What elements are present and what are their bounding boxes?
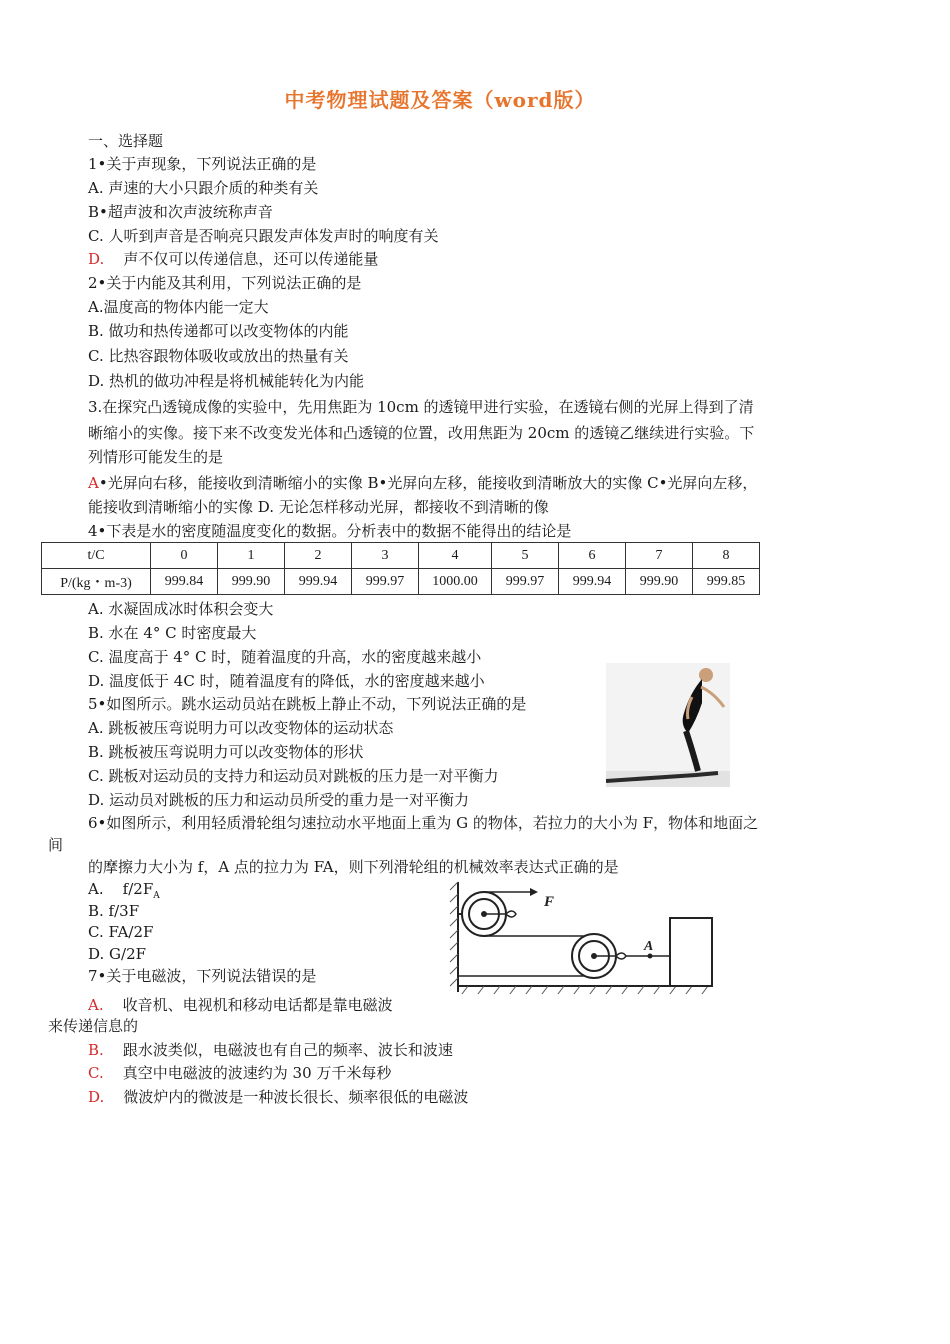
q7-d-text: 微波炉内的微波是一种波长很长、频率很低的电磁波 [104, 1088, 469, 1106]
q3-line-2: 晰缩小的实像。接下来不改变发光体和凸透镜的位置，改用焦距为 20cm 的透镜乙继续进行实验。下 [88, 424, 755, 442]
q7-option-c [88, 1063, 391, 1083]
table-cell: 999.90 [218, 569, 285, 595]
q4-option-d: D. 温度低于 4C 时，随着温度有的降低，水的密度越来越小 [88, 672, 485, 690]
q4-stem: 4•下表是水的密度随温度变化的数据。分析表中的数据不能得出的结论是 [88, 522, 572, 540]
q1-d-text: 声不仅可以传递信息，还可以传递能量 [104, 250, 379, 268]
page-title: 中考物理试题及答案（word版） [284, 88, 596, 112]
q5-option-c: C. 跳板对运动员的支持力和运动员对跳板的压力是一对平衡力 [88, 767, 499, 785]
table-cell: 999.97 [492, 569, 559, 595]
q7-b-mark: B. [88, 1041, 104, 1059]
q4-option-a: A. 水凝固成冰时体积会变大 [88, 600, 274, 618]
table-header-density: P/(kg・m-3) [42, 569, 151, 595]
q3-options-line-2: 能接收到清晰缩小的实像 D. 无论怎样移动光屏，都接收不到清晰的像 [88, 498, 549, 516]
table-cell: 999.97 [352, 569, 419, 595]
q7-b-text: 跟水波类似，电磁波也有自己的频率、波长和波速 [103, 1041, 453, 1059]
q2-option-d: D. 热机的做功冲程是将机械能转化为内能 [88, 372, 365, 390]
q3-answer-mark: A [88, 474, 99, 492]
q6-line-1: 6•如图所示，利用轻质滑轮组匀速拉动水平地面上重为 G 的物体，若拉力的大小为 F，物体和地面之 [88, 814, 759, 832]
q6-option-d: D. G/2F [88, 945, 147, 963]
q7-a-text: 收音机、电视机和移动电话都是靠电磁波 [103, 996, 393, 1014]
q1-option-d [88, 249, 378, 269]
pulley-diagram [448, 878, 718, 1000]
table-cell: 4 [419, 543, 492, 569]
q5-stem: 5•如图所示。跳水运动员站在跳板上静止不动，下列说法正确的是 [88, 695, 527, 713]
table-cell: 5 [492, 543, 559, 569]
q7-stem: 7•关于电磁波，下列说法错误的是 [88, 967, 317, 985]
force-f-label: F [544, 894, 555, 910]
table-cell: 1000.00 [419, 569, 492, 595]
table-cell: 2 [285, 543, 352, 569]
q7-option-a [88, 995, 393, 1015]
q2-stem: 2•关于内能及其利用，下列说法正确的是 [88, 274, 362, 292]
q3-options-line-1 [88, 473, 757, 493]
table-cell: 999.90 [626, 569, 693, 595]
table-cell: 999.84 [151, 569, 218, 595]
table-cell: 999.94 [285, 569, 352, 595]
q1-d-mark: D. [88, 250, 105, 268]
table-cell: 7 [626, 543, 693, 569]
q7-a-mark: A. [88, 996, 104, 1014]
q4-option-c: C. 温度高于 4° C 时，随着温度的升高，水的密度越来越小 [88, 648, 482, 666]
table-cell: 6 [559, 543, 626, 569]
q3-options-text-1: •光屏向右移，能接收到清晰缩小的实像 B•光屏向左移，能接收到清晰放大的实像 C•光屏向左移， [98, 474, 758, 492]
diver-figure [606, 663, 730, 787]
q6-line-1-wrap: 间 [48, 836, 64, 854]
q2-option-c: C. 比热容跟物体吸收或放出的热量有关 [88, 347, 349, 365]
q5-option-a: A. 跳板被压弯说明力可以改变物体的运动状态 [88, 719, 394, 737]
q6-a-subscript: A [153, 891, 160, 901]
q7-option-a-wrap: 来传递信息的 [48, 1017, 139, 1035]
table-cell: 1 [218, 543, 285, 569]
q7-option-d [88, 1087, 468, 1107]
q6-line-2: 的摩擦力大小为 f，A 点的拉力为 FA，则下列滑轮组的机械效率表达式正确的是 [88, 858, 619, 876]
q5-option-b: B. 跳板被压弯说明力可以改变物体的形状 [88, 743, 364, 761]
q7-c-mark: C. [88, 1064, 104, 1082]
table-cell: 3 [352, 543, 419, 569]
q6-option-b: B. f/3F [88, 902, 140, 920]
table-cell: 0 [151, 543, 218, 569]
q7-c-text: 真空中电磁波的波速约为 30 万千米每秒 [103, 1064, 392, 1082]
table-cell: 999.85 [693, 569, 760, 595]
q1-option-c: C. 人听到声音是否响亮只跟发声体发声时的响度有关 [88, 227, 439, 245]
table-header-temperature: t/C [42, 543, 151, 569]
q3-line-1: 3.在探究凸透镜成像的实验中，先用焦距为 10cm 的透镜甲进行实验，在透镜右侧的光屏上得到了清 [88, 398, 754, 416]
q6-option-c: C. FA/2F [88, 923, 154, 941]
table-cell: 8 [693, 543, 760, 569]
q1-stem: 1•关于声现象，下列说法正确的是 [88, 155, 317, 173]
q7-option-b [88, 1040, 453, 1060]
q2-option-a: A.温度高的物体内能一定大 [88, 298, 269, 316]
density-table [41, 542, 760, 595]
q4-option-b: B. 水在 4° C 时密度最大 [88, 624, 257, 642]
point-a-label: A [644, 939, 654, 954]
table-row-density [42, 569, 760, 595]
q6-a-text: A. f/2F [88, 880, 154, 898]
q5-option-d: D. 运动员对跳板的压力和运动员所受的重力是一对平衡力 [88, 791, 470, 809]
q3-line-3: 列情形可能发生的是 [88, 448, 224, 466]
q7-d-mark: D. [88, 1088, 105, 1106]
q1-option-b: B•超声波和次声波统称声音 [88, 203, 273, 221]
table-cell: 999.94 [559, 569, 626, 595]
section-heading: 一、选择题 [88, 132, 164, 150]
q2-option-b: B. 做功和热传递都可以改变物体的内能 [88, 322, 349, 340]
q1-option-a: A. 声速的大小只跟介质的种类有关 [88, 179, 319, 197]
table-row-temperature [42, 543, 760, 569]
